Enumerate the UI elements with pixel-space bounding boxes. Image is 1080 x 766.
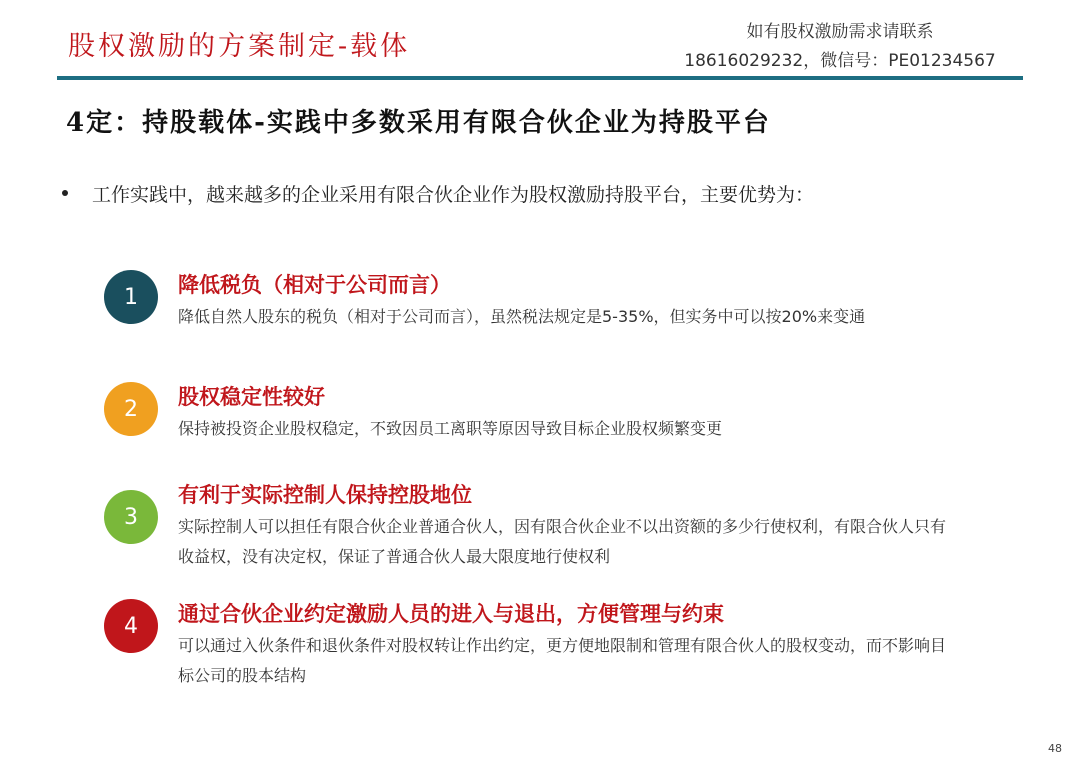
intro-text: 工作实践中，越来越多的企业采用有限合伙企业作为股权激励持股平台，主要优势为： <box>92 184 815 206</box>
number-badge-2: 2 <box>104 382 158 436</box>
header-divider <box>57 76 1023 80</box>
advantage-title-4: 通过合伙企业约定激励人员的进入与退出，方便管理与约束 <box>178 602 724 626</box>
advantage-description-2: 保持被投资企业股权稳定，不致因员工离职等原因导致目标企业股权频繁变更 <box>178 419 723 438</box>
bullet-dot-icon <box>62 190 68 196</box>
contact-line-2: 18616029232，微信号：PE01234567 <box>684 51 996 71</box>
number-badge-4: 4 <box>104 599 158 653</box>
contact-info <box>640 18 1040 76</box>
section-heading: 4定：持股载体-实践中多数采用有限合伙企业为持股平台 <box>66 108 771 138</box>
advantage-title-1: 降低税负（相对于公司而言） <box>178 273 451 297</box>
advantage-description-1: 降低自然人股东的税负（相对于公司而言），虽然税法规定是5-35%，但实务中可以按20%来变通 <box>178 307 866 326</box>
contact-line-1: 如有股权激励需求请联系 <box>746 22 934 42</box>
page-title: 股权激励的方案制定-载体 <box>68 31 411 62</box>
advantage-title-2: 股权稳定性较好 <box>178 385 325 409</box>
number-badge-3: 3 <box>104 490 158 544</box>
advantage-description-3: 实际控制人可以担任有限合伙企业普通合伙人，因有限合伙企业不以出资额的多少行使权利，有限合伙人只有收益权，没有决定权，保证了普通合伙人最大限度地行使权利 <box>178 517 947 566</box>
intro-paragraph <box>62 180 1022 207</box>
advantage-description-4: 可以通过入伙条件和退伙条件对股权转让作出约定，更方便地限制和管理有限合伙人的股权变动，而不影响目标公司的股本结构 <box>178 636 947 685</box>
number-badge-1: 1 <box>104 270 158 324</box>
page-number: 48 <box>1048 742 1062 755</box>
advantage-title-3: 有利于实际控制人保持控股地位 <box>178 483 472 507</box>
